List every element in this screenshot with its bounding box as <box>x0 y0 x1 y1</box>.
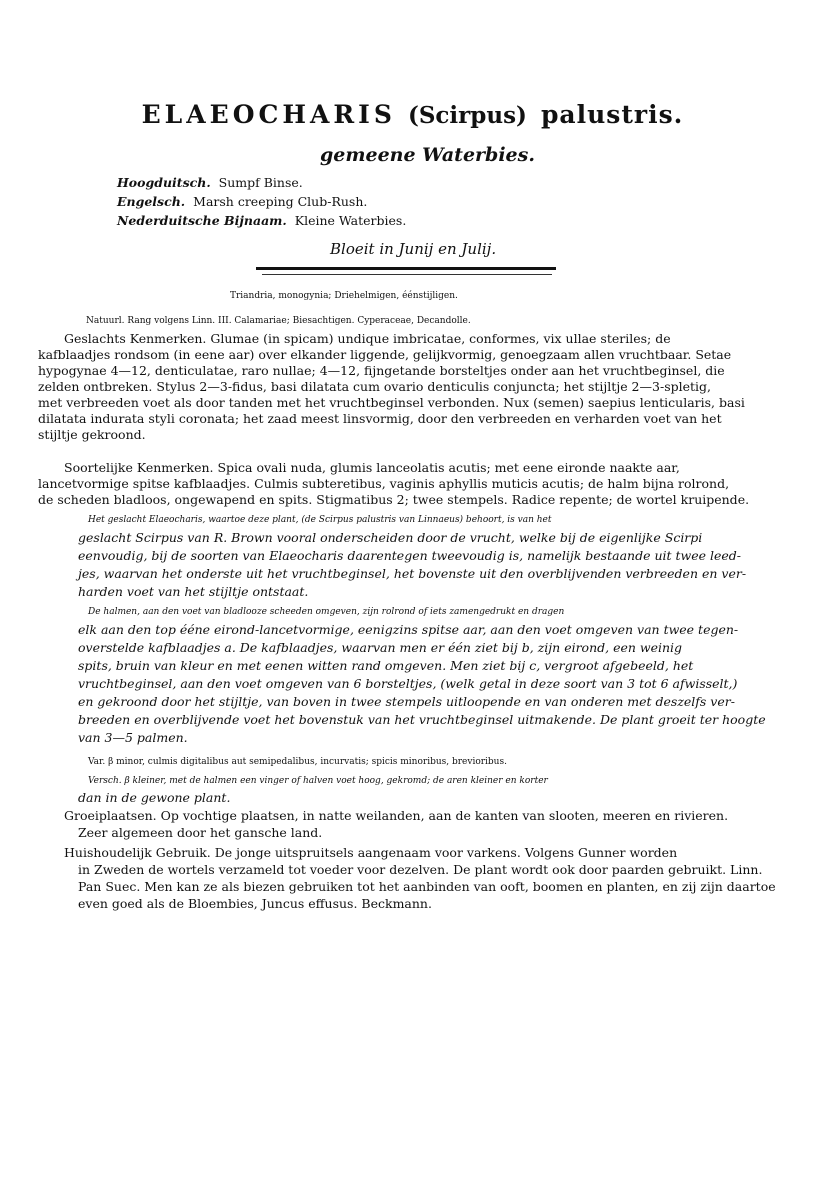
divider-thin <box>262 274 552 275</box>
habitat-line-cont: Zeer algemeen door het gansche land. <box>78 825 323 840</box>
common-names <box>117 173 406 230</box>
text-line: Geslachts Kenmerken. Glumae (in spicam) undique imbricatae, conformes, vix ullae steriles; de <box>64 331 671 346</box>
text-line: De halmen, aan den voet van bladlooze scheeden omgeven, zijn rolrond of iets zamengedrukt en dragen <box>88 607 565 617</box>
bloom-period: Bloeit in Junij en Julij. <box>330 240 497 258</box>
text-line: lancetvormige spitse kafblaadjes. Culmis subteretibus, vaginis aphyllis muticis acutis; de halm bijna rolrond, <box>38 476 730 491</box>
common-name-row <box>117 173 406 192</box>
habitat-line: Groeiplaatsen. Op vochtige plaatsen, in natte weilanden, aan de kanten van slooten, meeren en rivieren. <box>64 808 729 823</box>
text-line: stijltje gekroond. <box>38 427 146 442</box>
economic-use-line: in Zweden de wortels verzameld tot voeder voor dezelven. De plant wordt ook door paarden gebruikt. Linn. <box>78 862 763 877</box>
title-synonym: (Scirpus) <box>407 102 527 129</box>
text-line: Het geslacht Elaeocharis, waartoe deze plant, (de Scirpus palustris van Linnaeus) behoort, is van het <box>88 515 552 525</box>
economic-use-line: Pan Suec. Men kan ze als biezen gebruiken tot het aanbinden van ooft, boomen en planten, en zij zijn daartoe <box>78 879 776 894</box>
common-name-row <box>117 211 406 230</box>
name-value: Sumpf Binse. <box>218 175 303 190</box>
name-language: Hoogduitsch. <box>117 175 211 190</box>
text-line: hypogynae 4—12, denticulatae, raro nullae; 4—12, fijngetande borsteltjes onder aan het vruchtbeginsel, die <box>38 363 725 378</box>
text-line: van 3—5 palmen. <box>78 730 188 745</box>
text-line: zelden ontbreken. Stylus 2—3-fidus, basi dilatata cum ovario denticulis conjuncta; het stijltje 2—3-spletig, <box>38 379 711 394</box>
economic-use-line: Huishoudelijk Gebruik. De jonge uitspruitsels aangenaam voor varkens. Volgens Gunner worden <box>64 845 678 860</box>
title-genus: ELAEOCHARIS <box>141 100 396 129</box>
text-line: geslacht Scirpus van R. Brown vooral onderscheiden door de vrucht, welke bij de eigenlijke Scirpi <box>78 530 703 545</box>
page-title <box>0 100 825 129</box>
text-line: eenvoudig, bij de soorten van Elaeocharis daarentegen tweevoudig is, namelijk bestaande uit twee leed- <box>78 548 741 563</box>
text-line: de scheden bladloos, ongewapend en spits. Stigmatibus 2; twee stempels. Radice repente; de wortel kruipende. <box>38 492 750 507</box>
text-line: dilatata indurata styli coronata; het zaad meest linsvormig, door den verbreeden en verharden voet van het <box>38 411 722 426</box>
text-line: vruchtbeginsel, aan den voet omgeven van 6 borsteltjes, (welk getal in deze soort van 3 tot 6 afwisselt,) <box>78 676 738 691</box>
text-line: jes, waarvan het onderste uit het vruchtbeginsel, het bovenste uit den overblijvenden verbreeden en ver- <box>78 566 747 581</box>
name-value: Kleine Waterbies. <box>294 213 407 228</box>
classification-line: Triandria, monogynia; Driehelmigen, éénstijligen. <box>230 291 458 301</box>
text-line: spits, bruin van kleur en met eenen witten rand omgeven. Men ziet bij c, vergroot afgebeeld, het <box>78 658 694 673</box>
text-line: overstelde kafblaadjes a. De kafblaadjes, waarvan men er één ziet bij b, zijn eirond, een weinig <box>78 640 683 655</box>
variety-dutch: Versch. β kleiner, met de halmen een vinger of halven voet hoog, gekromd; de aren kleiner en korter <box>88 776 548 786</box>
text-line: harden voet van het stijltje ontstaat. <box>78 584 309 599</box>
variety-latin: Var. β minor, culmis digitalibus aut semipedalibus, incurvatis; spicis minoribus, brevioribus. <box>88 757 507 767</box>
title-species: palustris. <box>540 100 684 129</box>
economic-use-line: even goed als de Bloembies, Juncus effusus. Beckmann. <box>78 896 432 911</box>
text-line: elk aan den top ééne eirond-lancetvormige, eenigzins spitse aar, aan den voet omgeven van twee tegen- <box>78 622 739 637</box>
name-language: Nederduitsche Bijnaam. <box>117 213 287 228</box>
variety-dutch-cont: dan in de gewone plant. <box>78 790 231 805</box>
name-value: Marsh creeping Club-Rush. <box>193 194 368 209</box>
natural-rank-line: Natuurl. Rang volgens Linn. III. Calamariae; Biesachtigen. Cyperaceae, Decandolle. <box>86 316 471 326</box>
name-language: Engelsch. <box>117 194 186 209</box>
text-line: en gekroond door het stijltje, van boven in twee stempels uitloopende en van onderen met deszelfs ver- <box>78 694 735 709</box>
page-subtitle: gemeene Waterbies. <box>320 144 535 166</box>
text-line: met verbreeden voet als door tanden met het vruchtbeginsel verbonden. Nux (semen) saepius lenticularis, basi <box>38 395 745 410</box>
text-line: kafblaadjes rondsom (in eene aar) over elkander liggende, gelijkvormig, genoegzaam allen vruchtbaar. Setae <box>38 347 732 362</box>
divider-thick <box>256 267 556 270</box>
common-name-row <box>117 192 406 211</box>
text-line: Soortelijke Kenmerken. Spica ovali nuda, glumis lanceolatis acutis; met eene eironde naakte aar, <box>64 460 680 475</box>
text-line: breeden en overblijvende voet het bovenstuk van het vruchtbeginsel uitmakende. De plant groeit ter hoogte <box>78 712 766 727</box>
